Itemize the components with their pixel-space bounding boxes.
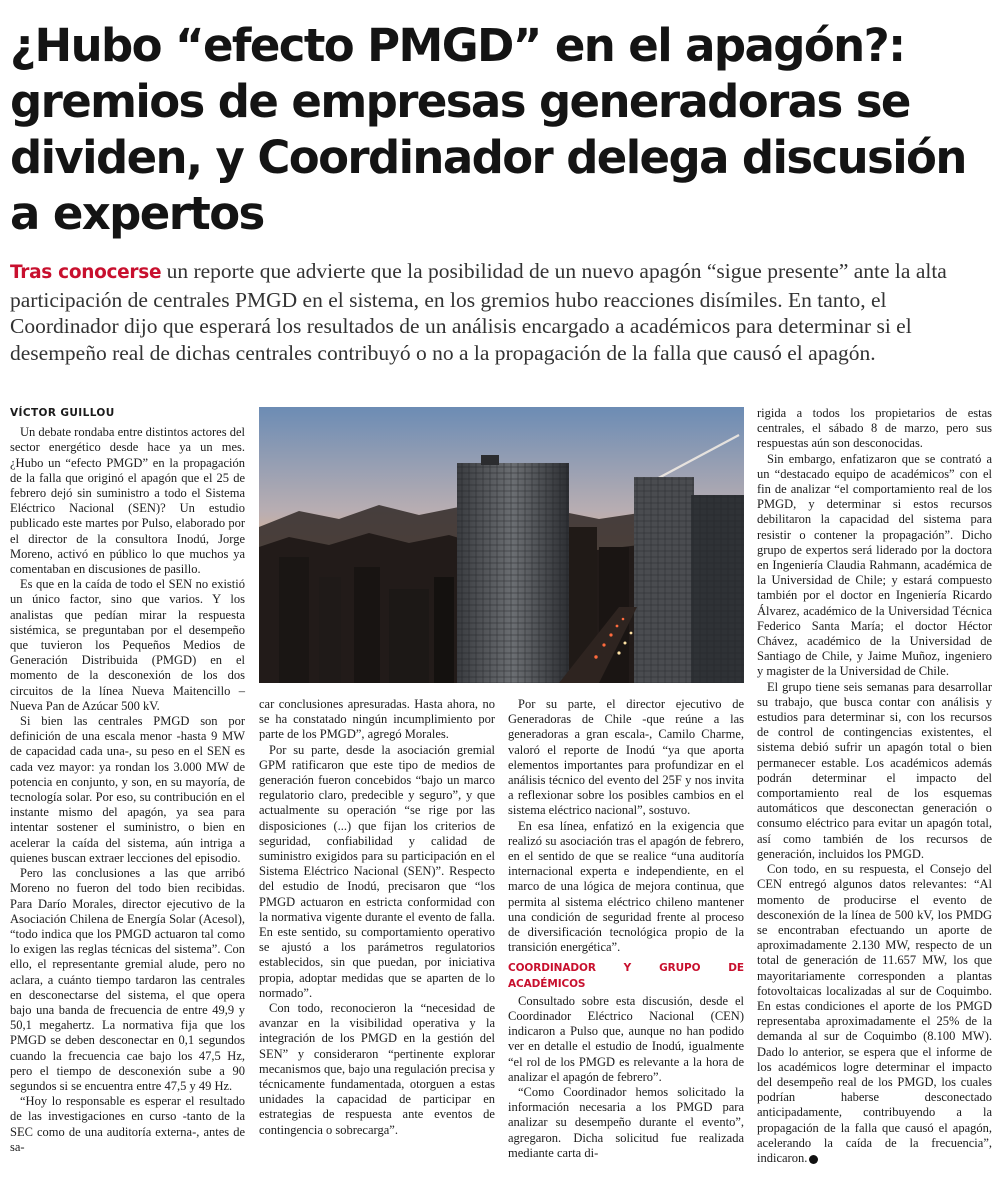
paragraph — [757, 862, 992, 1166]
headline: ¿Hubo “efecto PMGD” en el apagón?: gremios de empresas generadoras se dividen, y Coordinador delega discusión a expertos — [10, 19, 966, 240]
end-of-article-icon — [809, 1155, 818, 1164]
paragraph: “Hoy lo responsable es esperar el resultado de las investigaciones en curso -tanto de la SEC como de una auditoría externa-, antes de sa- — [10, 1094, 245, 1154]
city-skyline-photo — [259, 407, 744, 683]
paragraph: Por su parte, el director ejecutivo de Generadoras de Chile -que reúne a las generadoras a gran escala-, Camilo Charme, valoró el reporte de Inodú “ya que aporta elementos importantes para profundizar en el análisis técnico del evento del 25F y nos invita a reflexionar sobre los posibles cambios en el sistema eléctrico nacional”, sostuvo. — [508, 697, 744, 818]
article-column-3 — [508, 697, 744, 1177]
article-column-1 — [10, 406, 245, 1176]
paragraph: rigida a todos los propietarios de estas centrales, el sábado 8 de marzo, pero sus respuestas aún son desconocidas. — [757, 406, 992, 451]
lead-kicker: Tras conocerse — [10, 262, 162, 283]
lead-paragraph — [10, 258, 990, 366]
paragraph: En esa línea, enfatizó en la exigencia que realizó su asociación tras el apagón de febrero, en el sentido de que se realice “una auditoría internacional experta e independiente, en el marco de una lógica de mejora continua, que permita al sistema eléctrico chileno mantener una condición de seguridad frente al proceso de diversificación tecnológica propio de la transición energética”. — [508, 818, 744, 955]
paragraph: El grupo tiene seis semanas para desarrollar su trabajo, que busca contar con análisis y estudios para determinar si, con los recursos de control de contingencias existentes, el sistema debió sufrir un apagón total o bien permanecer estable. Los académicos además podrán determinar el impacto del comportamiento real de los esquemas automáticos que desconectan generación o consumo eléctrico para evitar un apagón total, así como también de los recursos de generación, incluidos los PMGD. — [757, 679, 992, 861]
paragraph: Pero las conclusiones a las que arribó Moreno no fueron del todo bien recibidas. Para Darío Morales, director ejecutivo de la Asociación Chilena de Energía Solar (Acesol), “todo indica que los PMGD actuaron tal como lo exigen las reglas técnicas del sistema”. Con ello, el representante gremial alude, pero no aclara, a cuánto tiempo tardaron las centrales en desconectarse del sistema, el que opera bajo una banda de frecuencia de entre 49,9 y 50,1 megahertz. La normativa fija que los PMGD se deben desconectar en 0,1 segundos cuando la frecuencia cae bajo los 47,5 Hz, pero el tiempo de desconexión sube a 90 segundos si se encuentra entre 47,5 y 49 Hz. — [10, 866, 245, 1093]
paragraph: Es que en la caída de todo el SEN no existió un único factor, sino que varios. Y los analistas que pedían mirar la respuesta sistémica, se preguntaban por el desempeño que tuvieron los Pequeños Medios de Generación Distribuida (PMGD) en el momento de la desconexión de los dos circuitos de la línea Nueva Maitencillo – Nueva Pan de Azúcar 500 kV. — [10, 577, 245, 713]
paragraph-text: Con todo, en su respuesta, el Consejo del CEN entregó algunos datos relevantes: “Al momento de producirse el evento de desconexión de la línea de 500 kV, los PMDG se encontraban efectuando un aporte de aproximadamente 2.130 MW, respecto de un total de generación de 11.657 MW, los que mayoritariamente corresponden a plantas fotovoltaicas localizadas al sur de Coquimbo. En estas condiciones el aporte de los PMGD representaba aproximadamente el 25% de la demanda al sur de Coquimbo (8.100 MW). Dado lo anterior, se espera que el informe de los académicos logre determinar el impacto del desempeño real de los PMGD, los cuales podrían haberse desconectado anticipadamente, contribuyendo a la propagación de la falla que causó el apagón, acelerando la caída de la frecuencia”, indicaron. — [757, 862, 992, 1165]
section-subhead: COORDINADOR Y GRUPO DE ACADÉMICOS — [508, 962, 744, 990]
paragraph: Si bien las centrales PMGD son por definición de una escala menor -hasta 9 MW de capacidad cada una-, su peso en el SEN es cada vez mayor: ya rondan los 3.000 MW de potencia en conjunto, y son, en su mayoría, de tecnología solar. Por eso, su contribución en el instante mismo del apagón, ya sea para intentar sostener el suministro, o bien en acelerar la caída del sistema, aún intriga a quienes buscan extraer lecciones del episodio. — [10, 714, 245, 865]
paragraph: Con todo, reconocieron la “necesidad de avanzar en la visibilidad operativa y la integración de los PMGD en la gestión del SEN” y consideraron “pertinente explorar mecanismos que, bajo una regulación precisa y técnicamente fundamentada, otorguen a estas unidades la capacidad de participar en estrategias de respuesta ante eventos de contingencia o sobrecarga”. — [259, 1001, 495, 1137]
paragraph: “Como Coordinador hemos solicitado la información necesaria a los PMGD para analizar su desempeño durante el evento”, agregaron. Dicha solicitud fue realizada mediante carta di- — [508, 1085, 744, 1160]
byline: VÍCTOR GUILLOU — [10, 407, 115, 419]
paragraph: Por su parte, desde la asociación gremial GPM ratificaron que este tipo de medios de generación fueron concebidos “bajo un marco regulatorio claro, predecible y seguro”, y que actualmente su operación “se rige por las disposiciones (...) que fijan los criterios de seguridad, confiabilidad y calidad de suministro exigidos para su participación en el Sistema Eléctrico Nacional (SEN)”. Respecto del estudio de Inodú, precisaron que “los PMGD actuaron en estricta conformidad con la normativa vigente durante el evento de falla. En este sentido, su comportamiento operativo se ajustó a los parámetros regulatorios establecidos, sin que puedan, por iniciativa propia, adoptar medidas que se aparten de lo normado”. — [259, 742, 495, 1000]
photo-illustration — [259, 407, 744, 683]
article-column-2 — [259, 697, 495, 1177]
paragraph: Un debate rondaba entre distintos actores del sector energético desde hace ya un mes. ¿Hubo un “efecto PMGD” en la propagación de la falla que originó el apagón que el 25 de febrero dejó sin suministro a todo el Sistema Eléctrico Nacional (SEN)? Un estudio publicado este martes por Pulso, elaborado por el director de la consultora Inodú, Jorge Moreno, activó en público lo que muchos ya comentaban en discusiones de pasillo. — [10, 425, 245, 577]
paragraph: car conclusiones apresuradas. Hasta ahora, no se ha constatado ningún incumplimiento por parte de los PMGD”, agregó Morales. — [259, 697, 495, 742]
paragraph: Consultado sobre esta discusión, desde el Coordinador Eléctrico Nacional (CEN) indicaron a Pulso que, aunque no han podido ver en detalle el estudio de Inodú, igualmente “el rol de los PMGD es relevante a la hora de analizar el apagón de febrero”. — [508, 993, 744, 1084]
paragraph: Sin embargo, enfatizaron que se contrató a un “destacado equipo de académicos” con el fin de analizar “el comportamiento real de los PMGD, y determinar si estos recursos debilitaron la capacidad del sistema para resistir o contener la propagación”. Dicho grupo de expertos será liderado por la doctora en Ingeniería Claudia Rahmann, académica de la Universidad de Chile; y estará compuesto también por el doctor en Ingeniería Ricardo Álvarez, académico de la Universidad Técnica Federico Santa María; el doctor Héctor Chávez, académico de la Universidad de Santiago de Chile, y Jaime Muñoz, ingeniero y magister de la Universidad de Chile. — [757, 451, 992, 679]
lead-text: un reporte que advierte que la posibilidad de un nuevo apagón “sigue presente” ante la alta participación de centrales PMGD en el sistema, en los gremios hubo reacciones disímiles. En tanto, el Coordinador dijo que esperará los resultados de un análisis encargado a académicos para determinar si el desempeño real de dichas centrales contribuyó o no a la propagación de la falla que causó el apagón. — [10, 259, 947, 365]
article-column-4 — [757, 406, 992, 1176]
